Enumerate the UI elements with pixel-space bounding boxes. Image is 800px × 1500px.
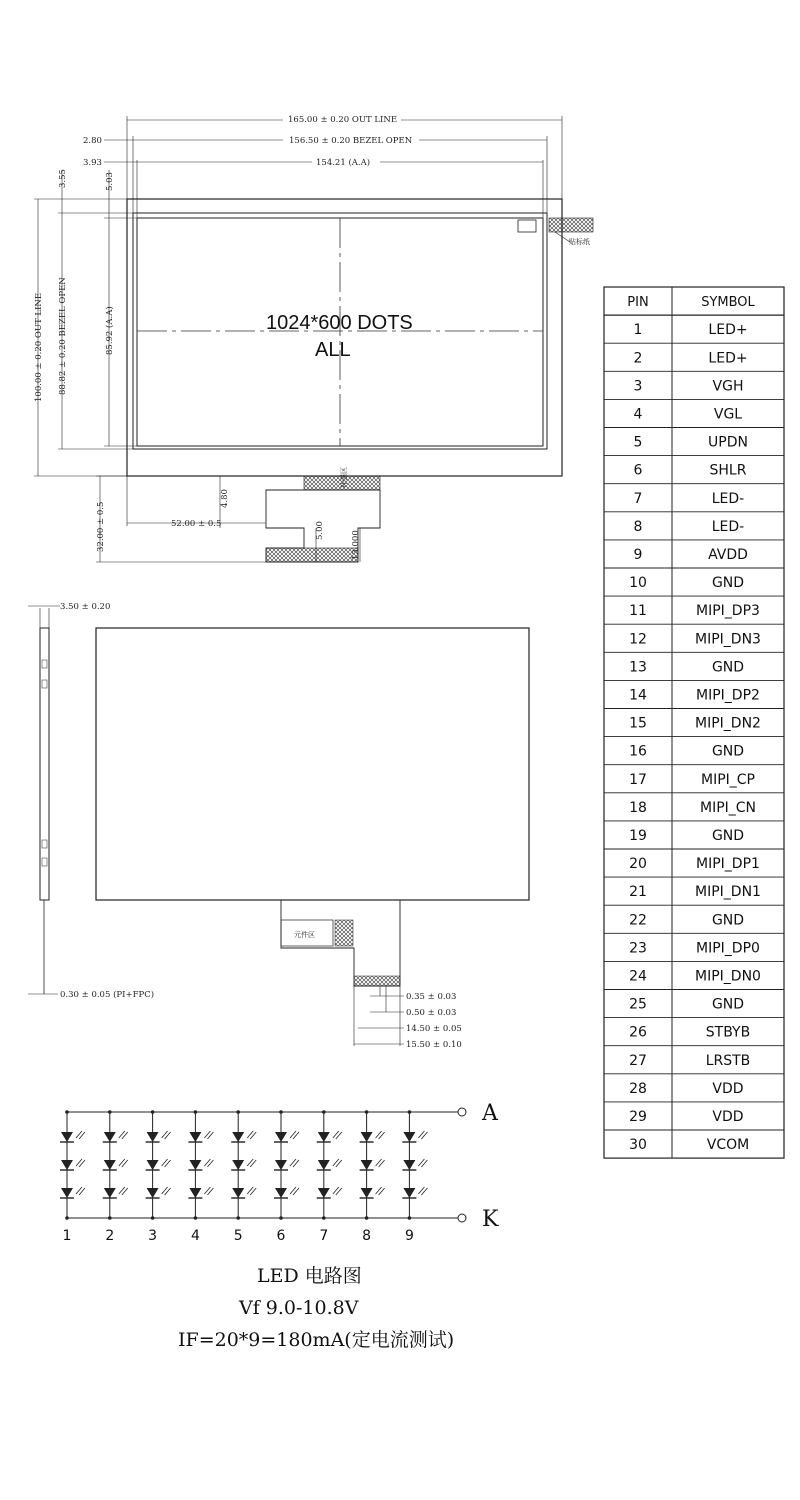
dim-d2: 0.50 ± 0.03 [406, 1008, 457, 1018]
led-diode-icon [104, 1160, 116, 1170]
pin-header-pin: PIN [627, 295, 649, 311]
back-panel [96, 628, 529, 900]
dim-5-03: 5.03 [105, 172, 115, 191]
pin-number: 6 [633, 462, 643, 479]
dim-3-55: 3.55 [58, 169, 68, 188]
led-diode-icon [147, 1132, 159, 1142]
resolution-label: 1024*600 DOTS [266, 312, 413, 334]
pin-symbol: GND [711, 743, 745, 760]
area-label: ALL [315, 339, 351, 361]
pin-symbol: MIPI_DN3 [695, 631, 761, 648]
pin-number: 11 [629, 603, 647, 620]
anode-label: A [482, 1101, 498, 1126]
pin-number: 22 [629, 912, 647, 929]
pin-number: 16 [629, 743, 647, 760]
led-diode-icon [361, 1160, 373, 1170]
dim-fpc-height: 32.00 ± 0.5 [96, 501, 106, 552]
pin-symbol: AVDD [708, 546, 748, 563]
pin-symbol: MIPI_CP [701, 771, 755, 788]
led-diode-icon [232, 1132, 244, 1142]
pin-number: 19 [629, 827, 647, 844]
pin-number: 8 [633, 518, 643, 535]
led-diode-icon [61, 1160, 73, 1170]
dim-fpc-thickness: 0.30 ± 0.05 (PI+FPC) [60, 990, 155, 1000]
led-diode-icon [189, 1160, 201, 1170]
cathode-label: K [482, 1207, 499, 1232]
back-fpc-fingers [354, 976, 400, 986]
dim-fpc-x: 52.00 ± 0.5 [171, 519, 222, 529]
pin-number: 13 [629, 659, 647, 676]
pin-symbol: GND [711, 575, 745, 592]
led-diode-icon [232, 1188, 244, 1198]
led-diode-icon [275, 1188, 287, 1198]
led-diode-icon [275, 1132, 287, 1142]
led-diode-icon [189, 1132, 201, 1142]
dim-5-00: 5.00 [315, 521, 325, 540]
dim-2-80: 2.80 [83, 136, 102, 146]
led-diode-icon [318, 1188, 330, 1198]
pin-symbol: MIPI_DN0 [695, 968, 761, 985]
dim-13-00: 13.000 [351, 530, 361, 560]
led-diode-icon [318, 1132, 330, 1142]
pin-number: 30 [629, 1137, 647, 1154]
pin-symbol: VDD [712, 1108, 744, 1125]
pin-number: 5 [633, 434, 643, 451]
led-diode-icon [147, 1160, 159, 1170]
pin-number: 9 [633, 546, 643, 563]
pin-number: 12 [629, 631, 647, 648]
pin-number: 1 [633, 322, 643, 339]
pin-number: 4 [633, 406, 643, 423]
pin-number: 17 [629, 771, 647, 788]
led-diode-icon [61, 1132, 73, 1142]
led-diode-icon [232, 1160, 244, 1170]
pin-header-symbol: SYMBOL [701, 295, 755, 311]
led-string-label: 8 [362, 1228, 372, 1244]
dim-4-80: 4.80 [220, 489, 230, 508]
led-diode-icon [361, 1132, 373, 1142]
led-diode-icon [361, 1188, 373, 1198]
pin-symbol: MIPI_DN1 [695, 884, 761, 901]
front-view [34, 113, 593, 562]
pin-number: 24 [629, 968, 647, 985]
pin-number: 23 [629, 940, 647, 957]
dim-aa-width: 154.21 (A.A) [316, 158, 371, 168]
pin-number: 14 [629, 687, 647, 704]
pin-number: 2 [633, 350, 643, 367]
dim-thickness: 3.50 ± 0.20 [60, 602, 111, 612]
pin-symbol: VDD [712, 1080, 744, 1097]
led-circuit [60, 1101, 499, 1351]
pin-number: 29 [629, 1108, 647, 1125]
led-diode-icon [104, 1132, 116, 1142]
led-string-label: 2 [105, 1228, 115, 1244]
pin-number: 3 [633, 378, 643, 395]
led-string-label: 5 [233, 1228, 243, 1244]
pin-symbol: LRSTB [705, 1052, 751, 1069]
dim-outline-height: 100.00 ± 0.20 OUT LINE [34, 292, 44, 402]
fpc-mark: 补强区 [340, 467, 348, 488]
pin-symbol: VCOM [706, 1137, 750, 1154]
led-string-label: 6 [276, 1228, 286, 1244]
dim-bezel-height: 88.82 ± 0.20 BEZEL OPEN [58, 277, 68, 395]
led-string-label: 3 [148, 1228, 158, 1244]
pin-number: 21 [629, 884, 647, 901]
pin-symbol: UPDN [708, 434, 748, 451]
led-diode-icon [403, 1188, 415, 1198]
fpc-tail-hatch [549, 218, 593, 232]
pin-symbol: SHLR [709, 462, 747, 479]
pin-number: 27 [629, 1052, 647, 1069]
pin-symbol: MIPI_DP1 [696, 856, 760, 873]
dim-d1: 0.35 ± 0.03 [406, 992, 457, 1002]
dim-d4: 15.50 ± 0.10 [406, 1040, 462, 1050]
led-string-label: 7 [319, 1228, 329, 1244]
dim-outline-width: 165.00 ± 0.20 OUT LINE [288, 115, 398, 125]
pin-symbol: LED- [711, 490, 745, 507]
module-outline [127, 199, 562, 476]
led-diode-icon [147, 1188, 159, 1198]
pin-symbol: MIPI_DN2 [695, 715, 761, 732]
led-if: IF=20*9=180mA(定电流测试) [178, 1329, 455, 1351]
pin-symbol: VGL [713, 406, 743, 423]
pin-table [604, 287, 784, 1158]
pin-number: 18 [629, 799, 647, 816]
pin-symbol: MIPI_DP3 [696, 603, 760, 620]
dim-bezel-width: 156.50 ± 0.20 BEZEL OPEN [289, 136, 413, 146]
pin-number: 15 [629, 715, 647, 732]
label-tag [518, 220, 536, 232]
pin-number: 7 [633, 490, 643, 507]
pin-number: 26 [629, 1024, 647, 1041]
label-tag-text: 贴标纸 [569, 238, 590, 246]
led-string-label: 1 [62, 1228, 72, 1244]
pin-symbol: GND [711, 827, 745, 844]
side-profile [40, 628, 49, 900]
led-diode-icon [275, 1160, 287, 1170]
pin-symbol: STBYB [705, 1024, 751, 1041]
dim-d3: 14.50 ± 0.05 [406, 1024, 462, 1034]
led-diode-icon [403, 1132, 415, 1142]
pin-symbol: VGH [712, 378, 744, 395]
led-diode-icon [61, 1188, 73, 1198]
pin-number: 10 [629, 575, 647, 592]
led-string-label: 4 [190, 1228, 200, 1244]
pin-number: 20 [629, 856, 647, 873]
led-string-label: 9 [404, 1228, 414, 1244]
led-diode-icon [104, 1188, 116, 1198]
dim-aa-height: 85.92 (A.A) [105, 306, 115, 355]
pin-number: 25 [629, 996, 647, 1013]
pin-symbol: MIPI_CN [699, 799, 757, 816]
component-area: 元件区 [294, 931, 315, 939]
led-vf: Vf 9.0-10.8V [239, 1297, 359, 1319]
led-circuit-title: LED 电路图 [257, 1265, 362, 1287]
pin-symbol: LED- [711, 518, 745, 535]
pin-symbol: GND [711, 996, 745, 1013]
pin-symbol: GND [711, 912, 745, 929]
pin-number: 28 [629, 1080, 647, 1097]
led-diode-icon [403, 1160, 415, 1170]
fpc-gold-fingers [266, 548, 358, 562]
pin-symbol: LED+ [708, 322, 748, 339]
pin-symbol: LED+ [708, 350, 748, 367]
side-view [28, 602, 529, 1050]
pin-symbol: MIPI_DP2 [696, 687, 760, 704]
dim-3-93: 3.93 [83, 158, 102, 168]
led-diode-icon [318, 1160, 330, 1170]
pin-symbol: MIPI_DP0 [696, 940, 760, 957]
pin-symbol: GND [711, 659, 745, 676]
led-diode-icon [189, 1188, 201, 1198]
